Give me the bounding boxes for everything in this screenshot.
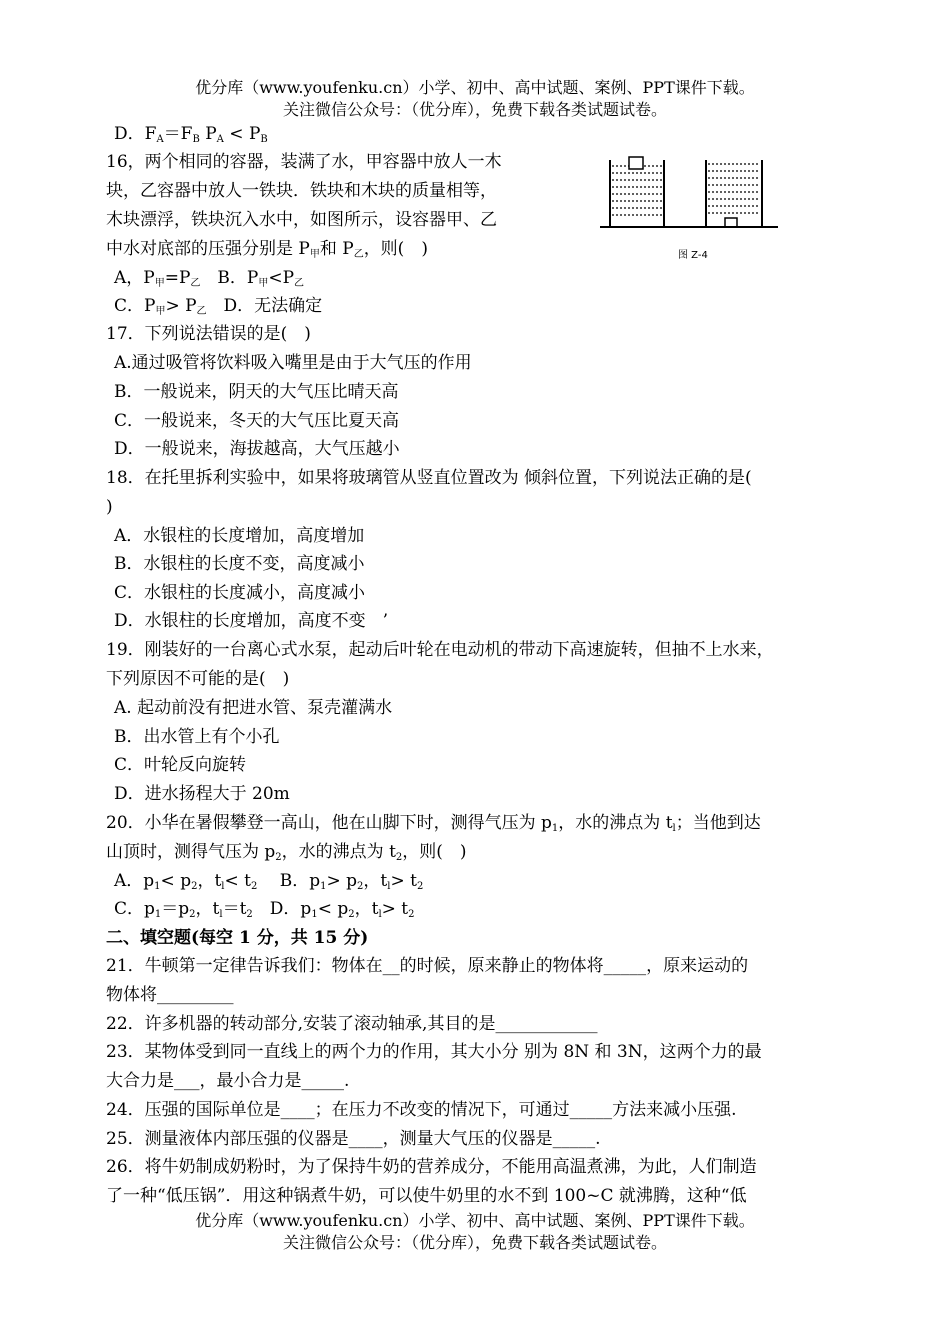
q16-stem-line-1: 16，两个相同的容器，装满了水，甲容器中放人一木 xyxy=(106,152,502,172)
q17-option-d: D．一般说来，海拔越高，大气压越小 xyxy=(114,439,400,459)
q16-stem-line-4: 中水对底部的压强分别是 $P_甲$和 $P_乙$，则( ) xyxy=(106,239,428,260)
q23-line-1: 23．某物体受到同一直线上的两个力的作用，其大小分 别为 8N 和 3N，这两个力的最 xyxy=(106,1042,762,1062)
container-figure xyxy=(598,140,780,265)
q19-stem-line-2: 下列原因不可能的是( ) xyxy=(106,669,290,689)
q17-option-b: B．一般说来，阴天的大气压比晴天高 xyxy=(114,382,399,402)
q19-option-c: C．叶轮反向旋转 xyxy=(114,755,247,775)
q26-line-2: 了一种“低压锅”．用这种锅煮牛奶，可以使牛奶里的水不到 100~C 就沸腾，这种“低 xyxy=(106,1186,747,1206)
q19-stem-line-1: 19．刚装好的一台离心式水泵，起动后叶轮在电动机的带动下高速旋转，但抽不上水来， xyxy=(106,640,774,660)
q21-line-2: 物体将_________ xyxy=(106,985,234,1005)
wood-block xyxy=(629,157,643,169)
q23-line-2: 大合力是___，最小合力是_____. xyxy=(106,1071,350,1091)
q18-stem-line-2: ) xyxy=(106,497,113,517)
q18-stem-line-1: 18．在托里拆利实验中，如果将玻璃管从竖直位置改为 倾斜位置，下列说法正确的是( xyxy=(106,468,752,488)
container-jia xyxy=(610,157,664,226)
q18-option-c: C．水银柱的长度减小，高度减小 xyxy=(114,583,366,603)
q19-option-b: B．出水管上有个小孔 xyxy=(114,727,280,747)
q24-line-1: 24．压强的国际单位是____；在压力不改变的情况下，可通过_____方法来减小压强. xyxy=(106,1100,737,1120)
q22-line-1: 22．许多机器的转动部分,安装了滚动轴承,其目的是____________ xyxy=(106,1014,598,1034)
q21-line-1: 21．牛顿第一定律告诉我们：物体在__的时候，原来静止的物体将_____，原来运动的 xyxy=(106,956,749,976)
q20-options-ab: A．$p_1< p_2$，$t_l< t_2$ B．$p_1> p_2$，$t_l> t_2$ xyxy=(114,871,424,892)
footer-line-1: 优分库（www.youfenku.cn）小学、初中、高中试题、案例、PPT课件下载。 xyxy=(195,1211,755,1230)
q16-stem-line-2: 块，乙容器中放人一铁块．铁块和木块的质量相等， xyxy=(106,181,497,201)
q18-option-d: D．水银柱的长度增加，高度不变 ’ xyxy=(114,611,389,631)
q15-option-d: D．$F_A=F_B$ $P_A < P_B$ xyxy=(114,124,268,145)
q16-stem-line-3: 木块漂浮，铁块沉入水中，如图所示，设容器甲、乙 xyxy=(106,210,497,230)
q16-options-ab: A，$P_甲=P_乙$ B．$P_甲<P_乙$ xyxy=(114,268,305,289)
header-line-2: 关注微信公众号：（优分库），免费下载各类试题试卷。 xyxy=(282,100,667,119)
q17-option-c: C．一般说来，冬天的大气压比夏天高 xyxy=(114,411,400,431)
q18-option-b: B．水银柱的长度不变，高度减小 xyxy=(114,554,365,574)
q17-option-a: A.通过吸管将饮料吸入嘴里是由于大气压的作用 xyxy=(114,353,472,373)
container-yi xyxy=(706,160,762,227)
q20-stem-line-1: 20．小华在暑假攀登一高山，他在山脚下时，测得气压为 $p_1$，水的沸点为 $t_l$；当他到达 xyxy=(106,813,761,834)
header-line-1: 优分库（www.youfenku.cn）小学、初中、高中试题、案例、PPT课件下载。 xyxy=(195,78,755,97)
q20-stem-line-2: 山顶时，测得气压为 $p_2$，水的沸点为 $t_2$，则( ) xyxy=(106,842,467,863)
q17-stem: 17．下列说法错误的是( ) xyxy=(106,324,311,344)
q25-line-1: 25．测量液体内部压强的仪器是____，测量大气压的仪器是_____. xyxy=(106,1129,601,1149)
footer-line-2: 关注微信公众号：（优分库），免费下载各类试题试卷。 xyxy=(282,1233,667,1252)
q18-option-a: A．水银柱的长度增加，高度增加 xyxy=(114,526,365,546)
q19-option-d: D．进水扬程大于 20m xyxy=(114,784,290,804)
q16-options-cd: C．$P_甲> P_乙$ D．无法确定 xyxy=(114,296,323,317)
q20-options-cd: C．$p_1=p_2$，$t_l=t_2$ D．$p_1< p_2$，$t_l> t_2$ xyxy=(114,899,415,920)
q26-line-1: 26．将牛奶制成奶粉时，为了保持牛奶的营养成分，不能用高温煮沸，为此，人们制造 xyxy=(106,1157,757,1177)
figure-caption: 图 Z-4 xyxy=(678,250,708,261)
section-2-title: 二、填空题(每空 1 分，共 15 分) xyxy=(106,928,369,948)
iron-block xyxy=(725,218,737,227)
q19-option-a: A. 起动前没有把进水管、泵壳灌满水 xyxy=(114,698,393,718)
